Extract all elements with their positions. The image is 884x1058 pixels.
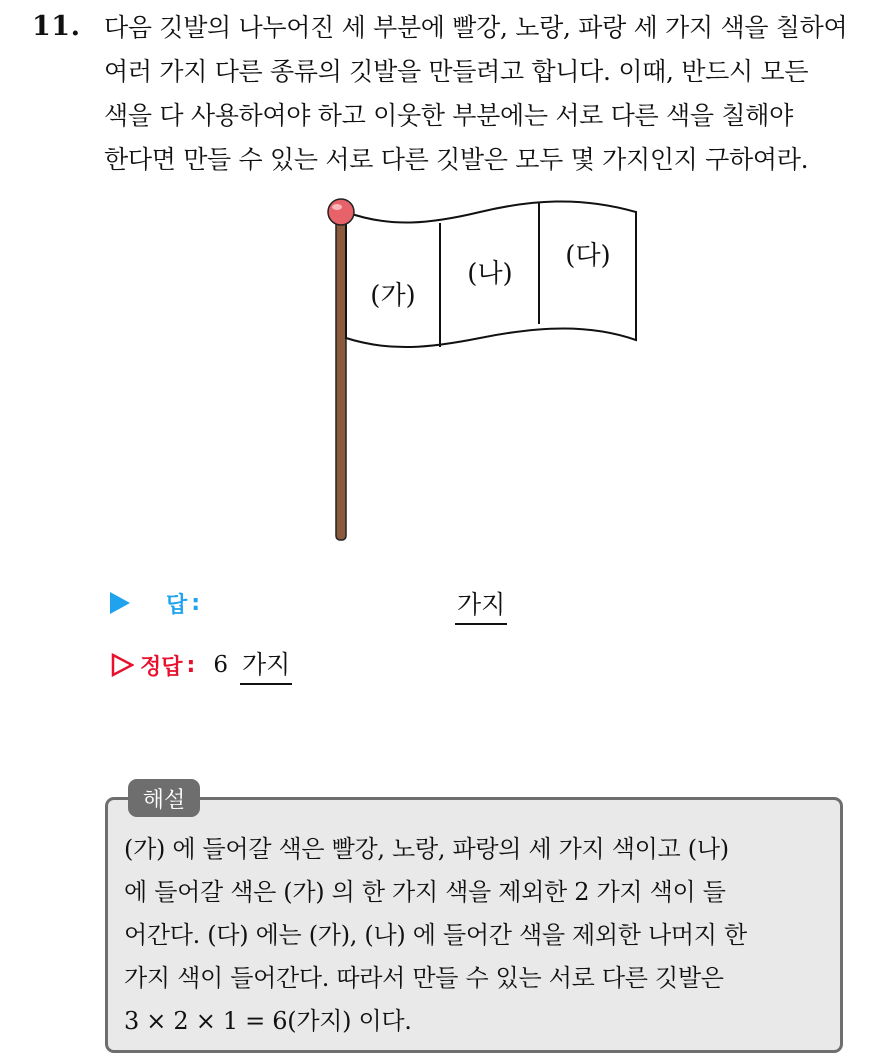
answer-colon: : — [191, 590, 201, 616]
explanation-line: (가) 에 들어갈 색은 빨강, 노랑, 파랑의 세 가지 색이고 (나) — [124, 835, 729, 863]
flag-section-da: (다) — [565, 241, 611, 271]
answer-row — [110, 583, 200, 623]
question-line: 색을 다 사용하여야 하고 이웃한 부분에는 서로 다른 색을 칠해야 — [104, 101, 793, 130]
correct-answer-row — [110, 645, 292, 685]
explanation-line: 어간다. (다) 에는 (가), (나) 에 들어간 색을 제외한 나머지 한 — [124, 921, 747, 949]
question-line: 다음 깃발의 나누어진 세 부분에 빨강, 노랑, 파랑 세 가지 색을 칠하여 — [104, 13, 848, 42]
correct-answer-value: 6 — [213, 652, 228, 678]
explanation-line: 에 들어갈 색은 (가) 의 한 가지 색을 제외한 2 가지 색이 들 — [124, 878, 726, 906]
explanation-line: 3 × 2 × 1 = 6(가지) 이다. — [124, 1007, 412, 1035]
correct-answer-label: 정답 — [140, 654, 183, 680]
explanation-text — [124, 828, 834, 1043]
outline-triangle-icon — [110, 653, 134, 677]
correct-answer-colon: : — [186, 652, 196, 678]
question-text — [104, 6, 864, 182]
filled-triangle-icon — [110, 592, 130, 614]
correct-answer-unit: 가지 — [240, 645, 292, 685]
flag-section-ga: (가) — [370, 281, 416, 311]
flag-pole — [336, 218, 346, 540]
flag-illustration — [320, 190, 650, 550]
question-number: 11. — [32, 11, 81, 42]
flag-knob-highlight — [332, 204, 342, 210]
explanation-tag: 해설 — [128, 779, 200, 817]
answer-label: 답 — [166, 592, 188, 618]
flag-section-na: (나) — [467, 259, 513, 289]
explanation-line: 가지 색이 들어간다. 따라서 만들 수 있는 서로 다른 깃발은 — [124, 964, 724, 992]
answer-unit: 가지 — [455, 585, 507, 625]
flag-knob — [328, 199, 354, 225]
question-line: 한다면 만들 수 있는 서로 다른 깃발은 모두 몇 가지인지 구하여라. — [104, 145, 809, 174]
question-line: 여러 가지 다른 종류의 깃발을 만들려고 합니다. 이때, 반드시 모든 — [104, 57, 809, 86]
